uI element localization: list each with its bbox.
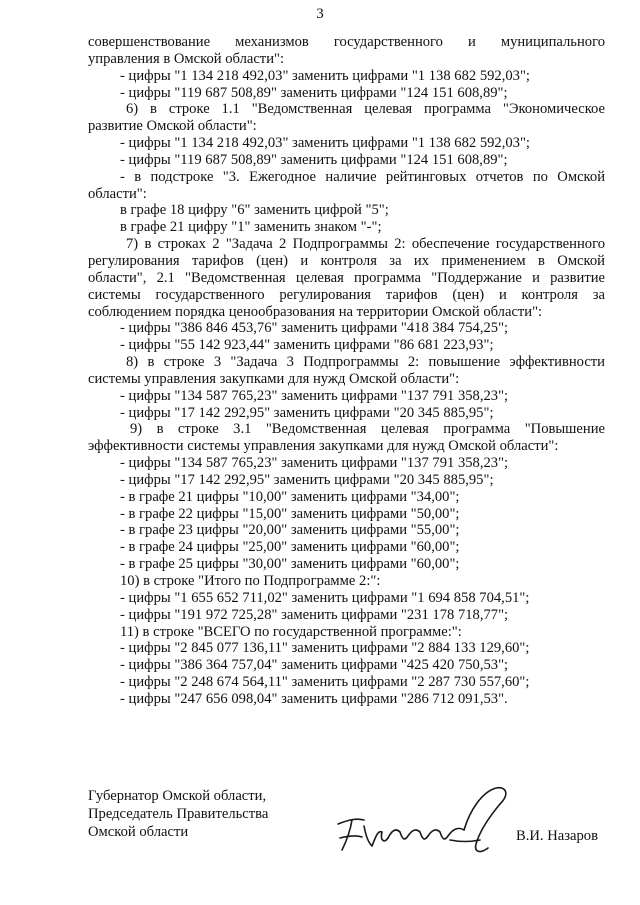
body-paragraph-line: 9) в строке 3.1 "Ведомственная целевая программа "Повышение — [130, 421, 605, 438]
body-paragraph-line: системы государственного регулирования тарифов (цен) и контроля за — [88, 286, 605, 303]
body-paragraph-line: - в графе 24 цифры "25,00" заменить цифрами "60,00"; — [120, 539, 460, 556]
body-paragraph-line: 6) в строке 1.1 "Ведомственная целевая программа "Экономическое — [126, 101, 605, 118]
body-paragraph-line: - цифры "191 972 725,28" заменить цифрами "231 178 718,77"; — [120, 606, 509, 623]
body-paragraph-line: - цифры "1 655 652 711,02" заменить цифрами "1 694 858 704,51"; — [120, 589, 530, 606]
body-paragraph-line: - цифры "2 248 674 564,11" заменить цифрами "2 287 730 557,60"; — [120, 674, 530, 691]
body-paragraph-line: эффективности системы управления закупками для нужд Омской области": — [88, 438, 559, 455]
body-paragraph-line: - в графе 22 цифры "15,00" заменить цифрами "50,00"; — [120, 505, 460, 522]
handwritten-signature — [330, 780, 530, 862]
body-paragraph-line: 10) в строке "Итого по Подпрограмме 2:": — [120, 573, 381, 589]
body-paragraph-line: - цифры "17 142 292,95" заменить цифрами "20 345 885,95"; — [120, 404, 494, 421]
body-paragraph-line: соблюдением порядка ценообразования на территории Омской области": — [88, 303, 543, 320]
body-paragraph-line: - цифры "134 587 765,23" заменить цифрами "137 791 358,23"; — [120, 387, 509, 404]
body-paragraph-line: - цифры "119 687 508,89" заменить цифрами "124 151 608,89"; — [120, 84, 508, 101]
body-paragraph-line: - цифры "134 587 765,23" заменить цифрами "137 791 358,23"; — [120, 455, 509, 472]
document-body — [88, 34, 605, 708]
body-paragraph-line: - цифры "247 656 098,04" заменить цифрами "286 712 091,53". — [120, 690, 508, 707]
body-paragraph-line: - цифры "17 142 292,95" заменить цифрами "20 345 885,95"; — [120, 471, 494, 488]
body-paragraph-line: в графе 21 цифру "1" заменить знаком "-"; — [120, 219, 382, 236]
body-paragraph-line: регулирования тарифов (цен) и контроля за их применением в Омской — [88, 252, 605, 269]
body-paragraph-line: системы управления закупками для нужд Омской области": — [88, 370, 460, 387]
body-paragraph-line: в графе 18 цифру "6" заменить цифрой "5"; — [120, 202, 389, 219]
signatory-name: В.И. Назаров — [516, 828, 598, 844]
body-paragraph-line: - в графе 25 цифры "30,00" заменить цифрами "60,00"; — [120, 556, 460, 573]
body-paragraph-line: - цифры "386 364 757,04" заменить цифрами "425 420 750,53"; — [120, 657, 509, 674]
body-paragraph-line: - цифры "1 134 218 492,03" заменить цифрами "1 138 682 592,03"; — [120, 67, 530, 84]
body-paragraph-line: - в графе 23 цифры "20,00" заменить цифрами "55,00"; — [120, 522, 460, 539]
signatory-title — [88, 787, 268, 841]
body-paragraph-line: - цифры "55 142 923,44" заменить цифрами "86 681 223,93"; — [120, 337, 494, 354]
body-paragraph-line: 8) в строке 3 "Задача 3 Подпрограммы 2: повышение эффективности — [126, 354, 605, 371]
body-paragraph-line: - в подстроке "3. Ежегодное наличие рейтинговых отчетов по Омской — [120, 168, 605, 185]
body-paragraph-line: совершенствование механизмов государственного и муниципального — [88, 34, 605, 50]
body-paragraph-line: - цифры "119 687 508,89" заменить цифрами "124 151 608,89"; — [120, 151, 508, 168]
body-paragraph-line: - цифры "1 134 218 492,03" заменить цифрами "1 138 682 592,03"; — [120, 135, 530, 152]
body-paragraph-line: области", 2.1 "Ведомственная целевая программа "Поддержание и развитие — [88, 269, 605, 286]
body-paragraph-line: 7) в строках 2 "Задача 2 Подпрограммы 2: обеспечение государственного — [126, 236, 605, 253]
signatory-title-line: Омской области — [88, 824, 189, 840]
body-paragraph-line: 11) в строке "ВСЕГО по государственной программе:": — [120, 623, 462, 640]
body-paragraph-line: - в графе 21 цифры "10,00" заменить цифрами "34,00"; — [120, 488, 460, 505]
body-paragraph-line: - цифры "386 846 453,76" заменить цифрами "418 384 754,25"; — [120, 320, 509, 337]
body-paragraph-line: области": — [88, 185, 147, 202]
page-number: 3 — [316, 6, 324, 22]
body-paragraph-line: - цифры "2 845 077 136,11" заменить цифрами "2 884 133 129,60"; — [120, 640, 530, 657]
body-paragraph-line: управления в Омской области": — [88, 50, 285, 67]
signatory-title-line: Председатель Правительства — [88, 806, 269, 822]
signatory-title-line: Губернатор Омской области, — [88, 788, 267, 804]
body-paragraph-line: развитие Омской области": — [88, 118, 257, 135]
